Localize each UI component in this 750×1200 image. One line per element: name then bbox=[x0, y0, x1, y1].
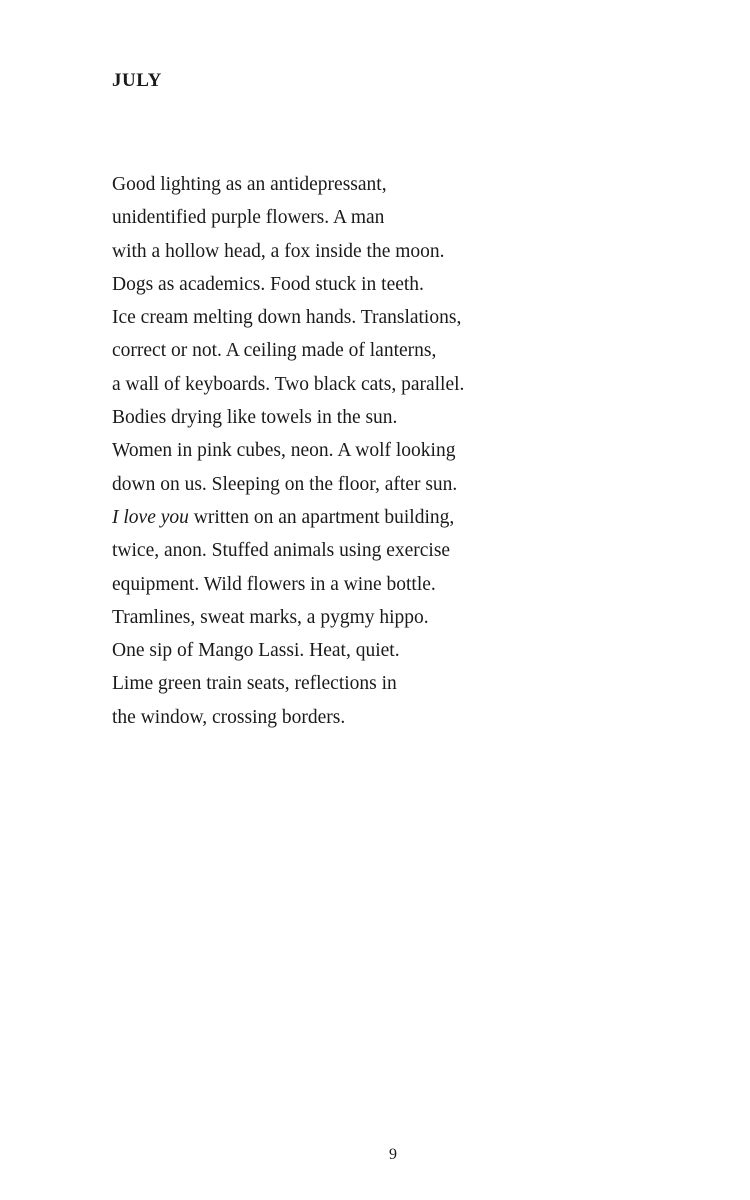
poem-line-8: Bodies drying like towels in the sun. bbox=[112, 407, 398, 429]
poem-line-4: Dogs as academics. Food stuck in teeth. bbox=[112, 273, 424, 295]
poem-line-5: Ice cream melting down hands. Translations, bbox=[112, 307, 462, 329]
poem-line-17: the window, crossing borders. bbox=[112, 706, 346, 728]
page-number: 9 bbox=[389, 1146, 397, 1163]
poem-line-13: equipment. Wild flowers in a wine bottle. bbox=[112, 573, 436, 595]
poem-line-16: Lime green train seats, reflections in bbox=[112, 673, 397, 695]
page-title: JULY bbox=[112, 70, 162, 91]
poem-body bbox=[112, 168, 464, 734]
poem-line-1: Good lighting as an antidepressant, bbox=[112, 174, 387, 195]
poem-line-11-italic: I love you bbox=[112, 506, 189, 528]
poem-line-9: Women in pink cubes, neon. A wolf looking bbox=[112, 440, 456, 462]
poem-line-15: One sip of Mango Lassi. Heat, quiet. bbox=[112, 640, 400, 662]
poem-line-11-rest: written on an apartment building, bbox=[188, 506, 455, 528]
poem-line-12: twice, anon. Stuffed animals using exercise bbox=[112, 540, 451, 562]
poem-line-14: Tramlines, sweat marks, a pygmy hippo. bbox=[112, 606, 429, 628]
poem-line-10: down on us. Sleeping on the floor, after sun. bbox=[112, 473, 458, 495]
poem-line-2: unidentified purple flowers. A man bbox=[112, 207, 385, 229]
poem-line-3: with a hollow head, a fox inside the moon. bbox=[112, 240, 445, 262]
poem-line-6: correct or not. A ceiling made of lanterns, bbox=[112, 340, 437, 362]
poem-line-7: a wall of keyboards. Two black cats, parallel. bbox=[112, 373, 465, 395]
poem-line-11 bbox=[112, 501, 464, 534]
